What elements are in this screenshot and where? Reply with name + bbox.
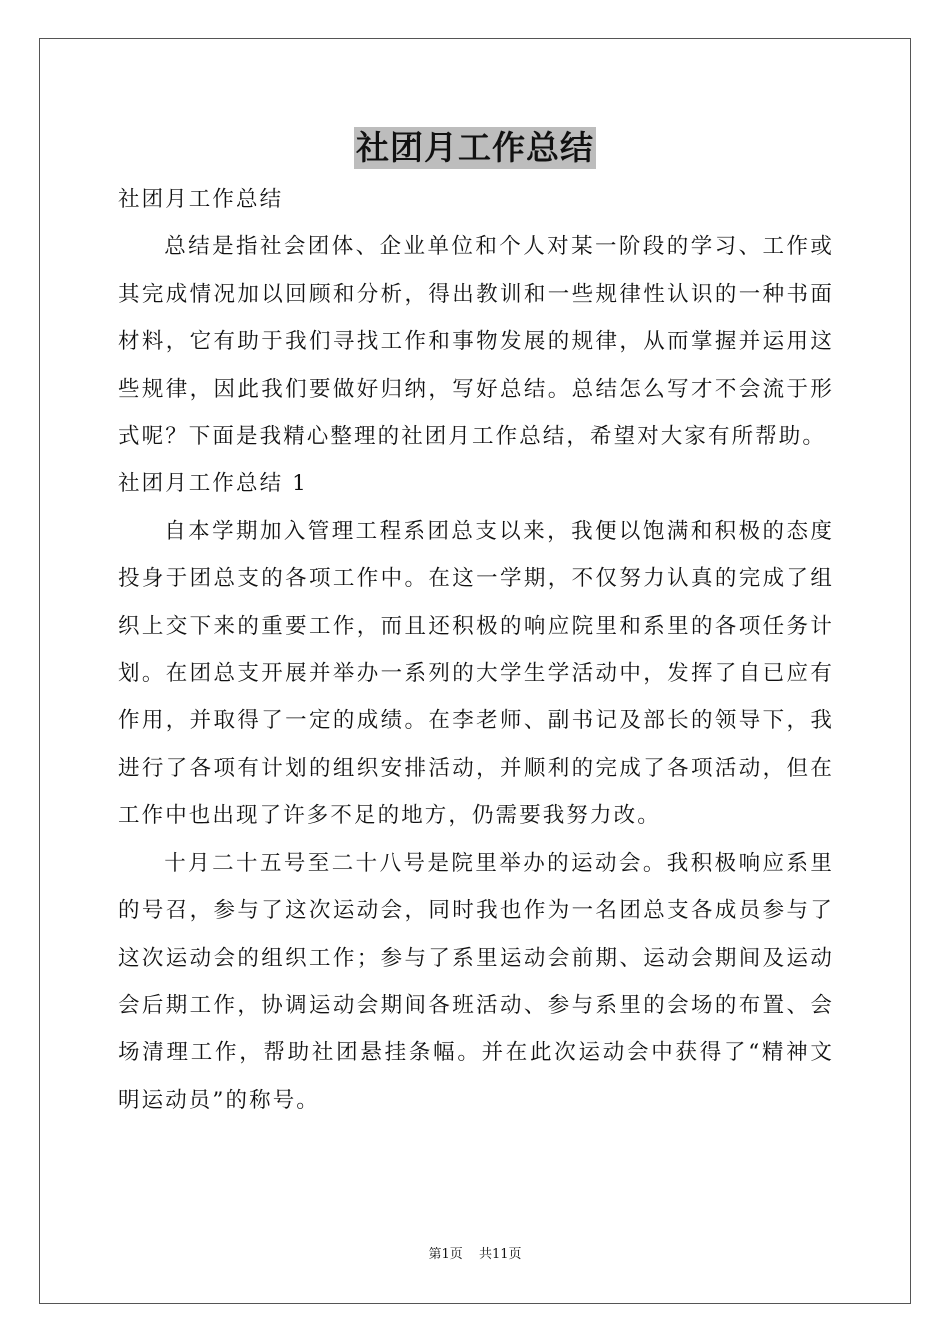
- paragraph-intro: 总结是指社会团体、企业单位和个人对某一阶段的学习、工作或其完成情况加以回顾和分析，得出教训和一些规律性认识的一种书面材料，它有助于我们寻找工作和事物发展的规律，从而掌握并运用这些规律，因此我们要做好归纳，写好总结。总结怎么写才不会流于形式呢？下面是我精心整理的社团月工作总结，希望对大家有所帮助。: [118, 234, 834, 450]
- paragraph-subtitle: 社团月工作总结: [118, 187, 284, 212]
- paragraph-body: 自本学期加入管理工程系团总支以来，我便以饱满和积极的态度投身于团总支的各项工作中。在这一学期，不仅努力认真的完成了组织上交下来的重要工作，而且还积极的响应院里和系里的各项任务计划。在团总支开展并举办一系列的大学生学活动中，发挥了自已应有作用，并取得了一定的成绩。在李老师、副书记及部长的领导下，我进行了各项有计划的组织安排活动，并顺利的完成了各项活动，但在工作中也出现了许多不足的地方，仍需要我努力改。: [118, 518, 834, 829]
- page-total: 共11页: [478, 1247, 522, 1262]
- title-wrap: [0, 127, 950, 169]
- page-footer: [0, 1246, 950, 1264]
- document-title: 社团月工作总结: [356, 128, 594, 167]
- page-number: 第1页: [428, 1247, 463, 1262]
- document-body: [118, 176, 834, 1124]
- section-heading: 社团月工作总结 1: [118, 471, 308, 497]
- paragraph-body: 十月二十五号至二十八号是院里举办的运动会。我积极响应系里的号召，参与了这次运动会，同时我也作为一名团总支各成员参与了这次运动会的组织工作；参与了系里运动会前期、运动会期间及运动会后期工作，协调运动会期间各班活动、参与系里的会场的布置、会场清理工作，帮助社团悬挂条幅。并在此次运动会中获得了“精神文明运动员”的称号。: [118, 850, 834, 1113]
